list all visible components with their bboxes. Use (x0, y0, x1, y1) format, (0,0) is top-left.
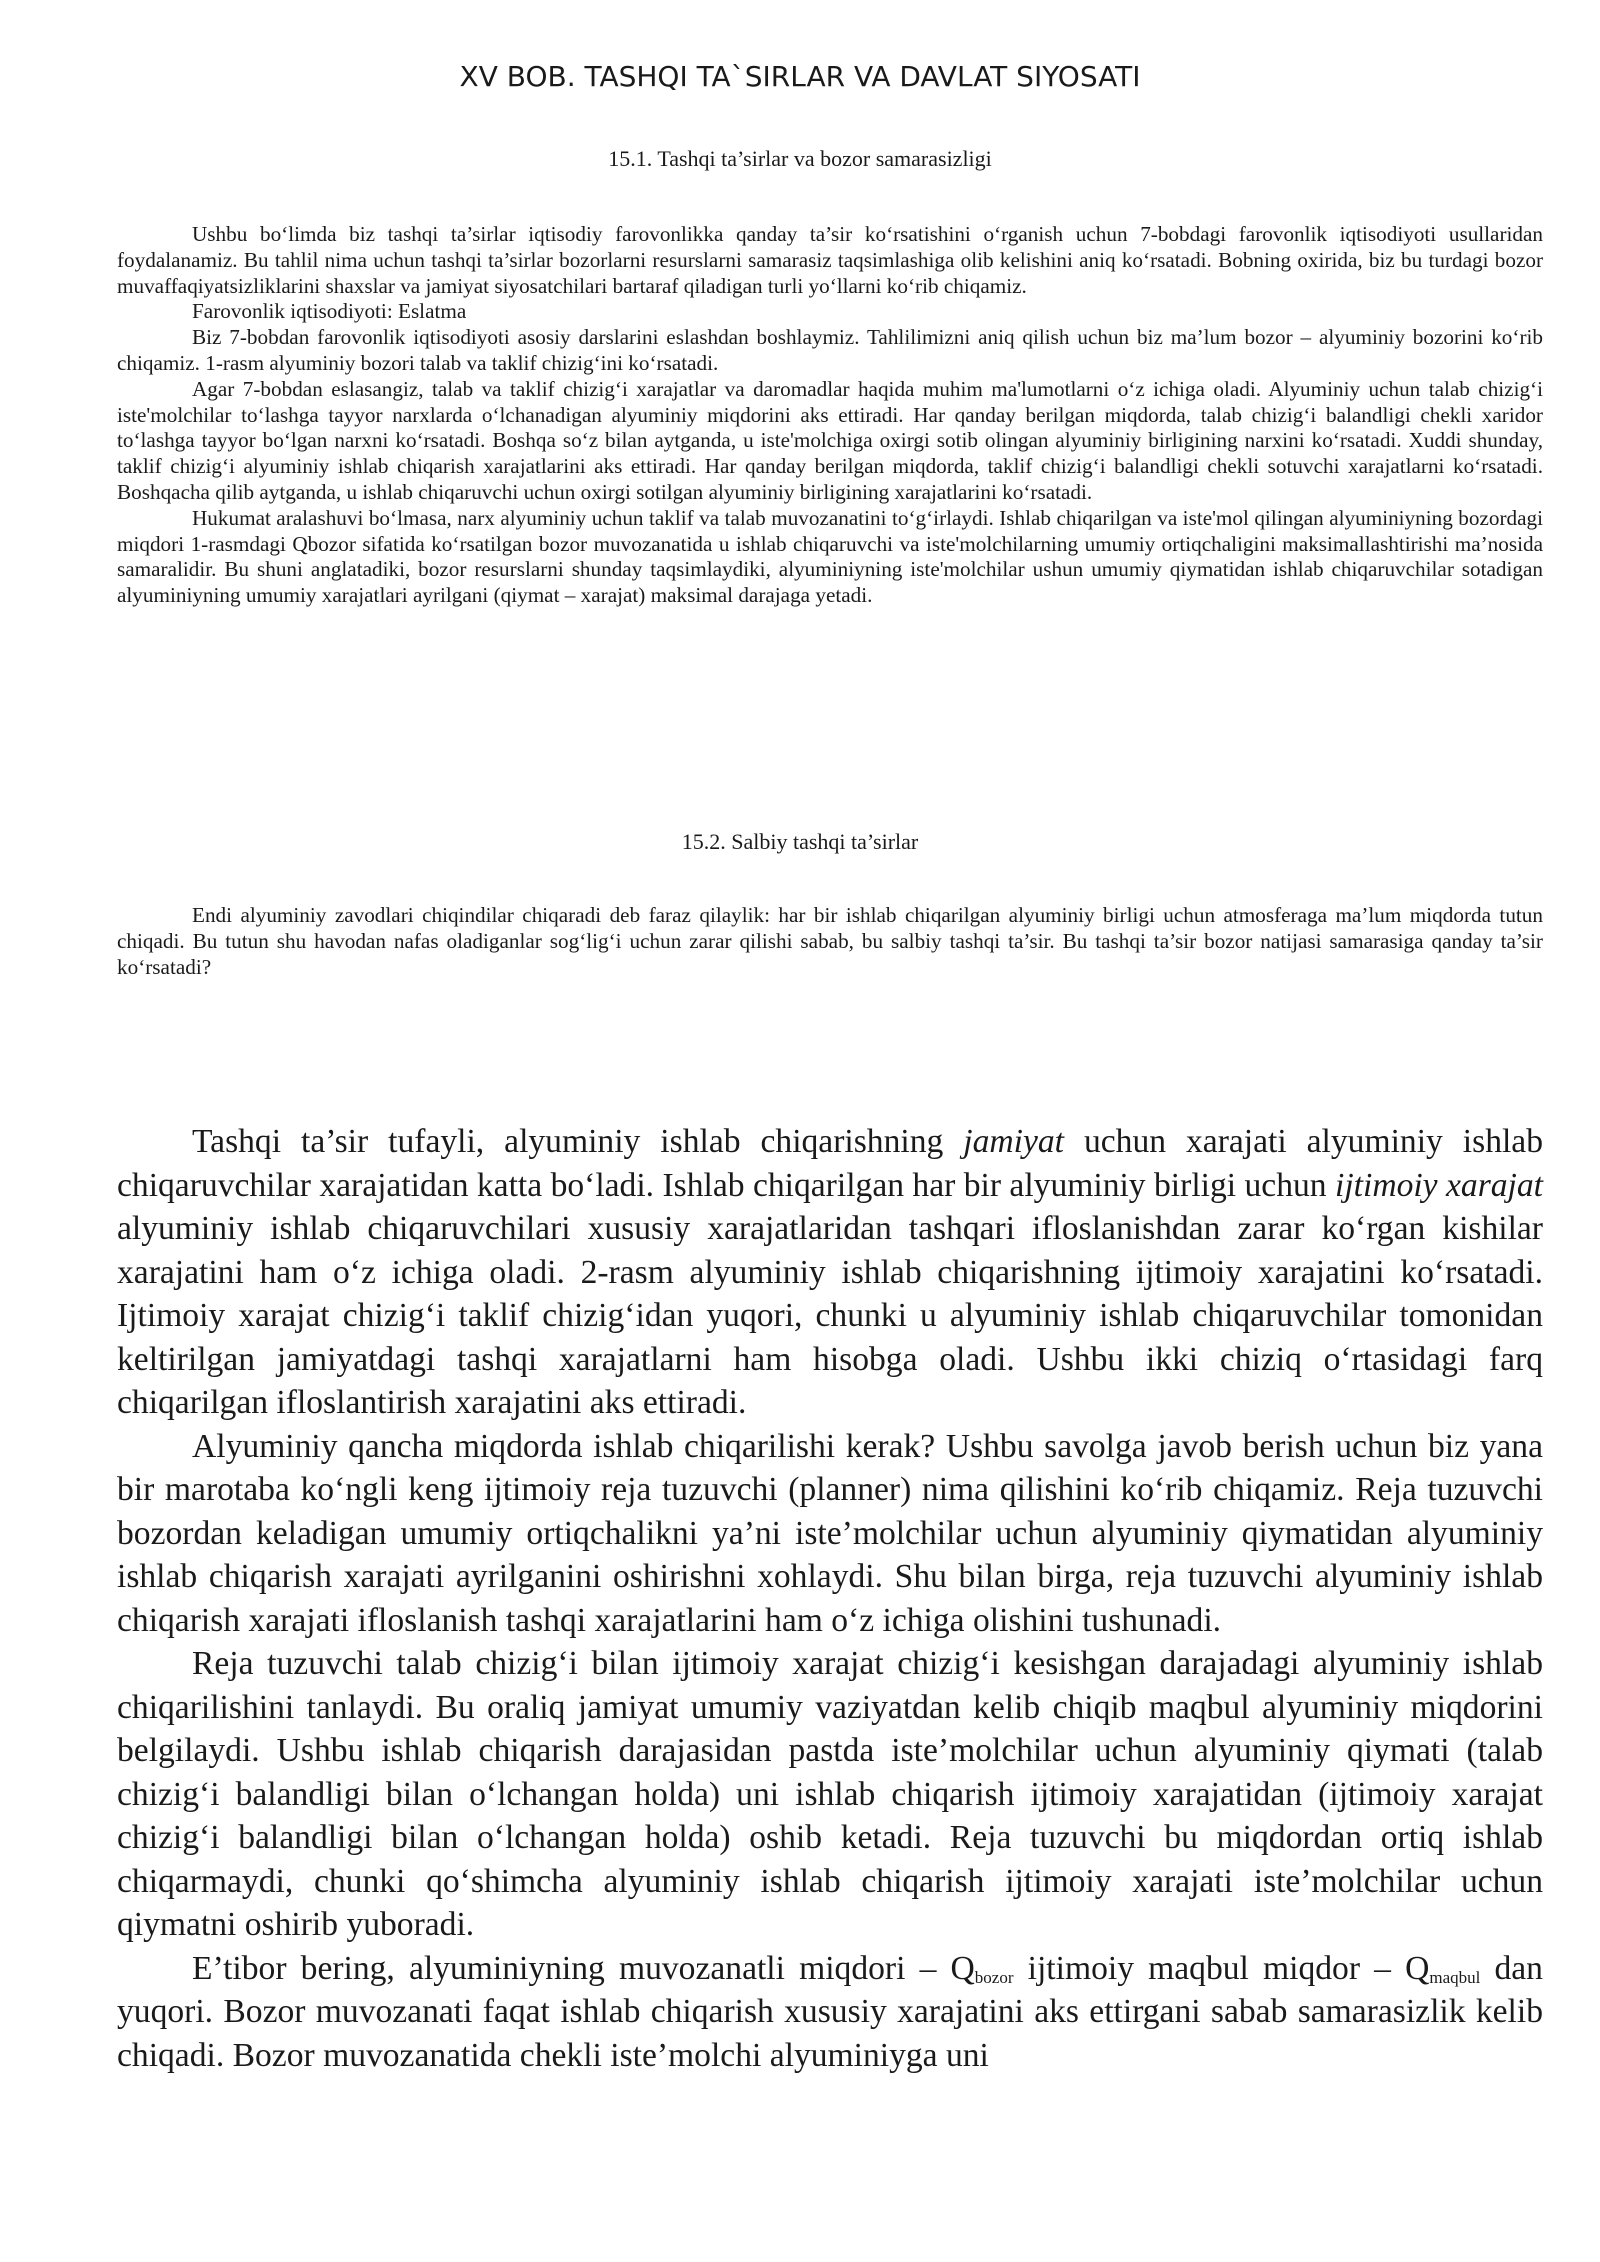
subscript-maqbul: maqbul (1429, 1967, 1481, 1987)
intro-paragraph: Ushbu bo‘limda biz tashqi ta’sirlar iqtisodiy farovonlikka qanday ta’sir ko‘rsatishini o‘rganish uchun 7-bobdagi farovonlik iqtisodiyoti usullaridan foydalanamiz. Bu tahlil nima uchun tashqi ta’sirlar bozorlarni resurslarni samarasiz taqsimlashiga olib kelishini aniq ko‘rsatadi. Bobning oxirida, biz bu turdagi bozor muvaffaqiyatsizliklarini shaxslar va jamiyat siyosatchilari bartaraf qiladigan turli yo‘llarni ko‘rib chiqamiz. (117, 222, 1543, 298)
paragraph: Agar 7-bobdan eslasangiz, talab va taklif chizig‘i xarajatlar va daromadlar haqida muhim ma'lumotlarni o‘z ichiga oladi. Alyuminiy uchun talab chizig‘i iste'molchilar to‘lashga tayyor narxlarda o‘lchanadigan alyuminiy miqdorini aks ettiradi. Har qanday berilgan miqdorda, talab chizig‘i balandligi chekli xaridor to‘lashga tayyor bo‘lgan narxni ko‘rsatadi. Boshqa so‘z bilan aytganda, u iste'molchiga oxirgi sotib olingan alyuminiy birligining narxini ko‘rsatadi. Xuddi shunday, taklif chizig‘i alyuminiy ishlab chiqarish xarajatlarini aks ettiradi. Har qanday berilgan miqdorda, taklif chizig‘i balandligi chekli sotuvchi xarajatlarni ko‘rsatadi. Boshqacha qilib aytganda, u ishlab chiqaruvchi uchun oxirgi sotilgan alyuminiy birligining xarajatlarini ko‘rsatadi. (117, 376, 1543, 504)
section-15-2-body (117, 903, 1543, 980)
reminder-label: Farovonlik iqtisodiyoti: Eslatma (192, 299, 467, 324)
emphasis-jamiyat: jamiyat (963, 1123, 1064, 1160)
paragraph: Hukumat aralashuvi bo‘lmasa, narx alyuminiy uchun taklif va talab muvozanatini to‘g‘irlaydi. Ishlab chiqarilgan va iste'mol qilingan alyuminiyning bozordagi miqdori 1-rasmdagi Qbozor sifatida ko‘rsatilgan bozor muvozanatida u ishlab chiqaruvchi va iste'molchilarning umumiy ortiqchaligini maksimallashtirishi ma’nosida samaralidir. Bu shuni anglatadiki, bozor resurslarni shunday taqsimlaydiki, alyuminiyning iste'molchilar ushun umumiy qiymatidan ishlab chiqaruvchilar sotadigan alyuminiyning umumiy xarajatlari ayrilgani (qiymat – xarajat) maksimal darajaga yetadi. (117, 505, 1543, 608)
section-heading-15-1: 15.1. Tashqi ta’sirlar va bozor samarasizligi (608, 146, 992, 171)
section-15-1-body (117, 222, 1543, 609)
main-body (117, 1120, 1543, 2077)
chapter-title: XV BOB. TASHQI TA`SIRLAR VA DAVLAT SIYOSATI (459, 60, 1141, 93)
subscript-bozor: bozor (974, 1967, 1014, 1987)
paragraph-optimum: Reja tuzuvchi talab chizig‘i bilan ijtimoiy xarajat chizig‘i kesishgan darajadagi alyuminiy ishlab chiqarilishini tanlaydi. Bu oraliq jamiyat umumiy vaziyatdan kelib chiqib maqbul alyuminiy miqdorini belgilaydi. Ushbu ishlab chiqarish darajasidan pastda iste’molchilar uchun alyuminiy qiymati (talab chizig‘i balandligi bilan o‘lchangan holda) uni ishlab chiqarish ijtimoiy xarajatidan (ijtimoiy xarajat chizig‘i balandligi bilan o‘lchangan holda) oshib ketadi. Reja tuzuvchi bu miqdordan ortiq ishlab chiqarmaydi, chunki qo‘shimcha alyuminiy ishlab chiqarish ijtimoiy xarajati iste’molchilar uchun qiymatni oshirib yuboradi. (117, 1645, 1543, 1943)
paragraph: Endi alyuminiy zavodlari chiqindilar chiqaradi deb faraz qilaylik: har bir ishlab chiqarilgan alyuminiy birligi uchun atmosferaga ma’lum miqdorda tutun chiqadi. Bu tutun shu havodan nafas oladiganlar sog‘lig‘i uchun zarar qilishi sabab, bu salbiy tashqi ta’sir. Bu tashqi ta’sir bozor natijasi samarasiga qanday ta’sir ko‘rsatadi? (117, 903, 1543, 979)
section-heading-15-2: 15.2. Salbiy tashqi ta’sirlar (681, 829, 919, 854)
paragraph-social-cost: Tashqi ta’sir tufayli, alyuminiy ishlab chiqarishning jamiyat uchun xarajati alyuminiy ishlab chiqaruvchilar xarajatidan katta bo‘ladi. Ishlab chiqarilgan har bir alyuminiy birligi uchun ijtimoiy xarajat alyuminiy ishlab chiqaruvchilari xususiy xarajatlaridan tashqari ifloslanishdan zarar ko‘rgan kishilar xarajatini ham o‘z ichiga oladi. 2-rasm alyuminiy ishlab chiqarishning ijtimoiy xarajatini ko‘rsatadi. Ijtimoiy xarajat chizig‘i taklif chizig‘idan yuqori, chunki u alyuminiy ishlab chiqaruvchilar tomonidan keltirilgan jamiyatdagi tashqi xarajatlarni ham hisobga oladi. Ushbu ikki chiziq o‘rtasidagi farq chiqarilgan ifloslantirish xarajatini aks ettiradi. (117, 1123, 1544, 1421)
emphasis-ijtimoiy-xarajat: ijtimoiy xarajat (1335, 1166, 1544, 1204)
paragraph-equilibrium: E’tibor bering, alyuminiyning muvozanatli miqdori – $Q_{bozor}$ ijtimoiy maqbul miqdor – $Q_{maqbul}$ dan yuqori. Bozor muvozanati faqat ishlab chiqarish xususiy xarajatini aks ettirgani sabab samarasizlik kelib chiqadi. Bozor muvozanatida chekli iste’molchi alyuminiyga uni (117, 1949, 1543, 2074)
paragraph: Biz 7-bobdan farovonlik iqtisodiyoti asosiy darslarini eslashdan boshlaymiz. Tahlilimizni aniq qilish uchun biz ma’lum bozor – alyuminiy bozorini ko‘rib chiqamiz. 1-rasm alyuminiy bozori talab va taklif chizig‘ini ko‘rsatadi. (117, 325, 1543, 375)
paragraph-planner: Alyuminiy qancha miqdorda ishlab chiqarilishi kerak? Ushbu savolga javob berish uchun biz yana bir marotaba ko‘ngli keng ijtimoiy reja tuzuvchi (planner) nima qilishini ko‘rib chiqamiz. Reja tuzuvchi bozordan keladigan umumiy ortiqchalikni ya’ni iste’molchilar uchun alyuminiy qiymatidan alyuminiy ishlab chiqarish xarajati ayrilganini oshirishni xohlaydi. Shu bilan birga, reja tuzuvchi alyuminiy ishlab chiqarish xarajati ifloslanish tashqi xarajatlarini ham o‘z ichiga olishini tushunadi. (117, 1427, 1543, 1639)
